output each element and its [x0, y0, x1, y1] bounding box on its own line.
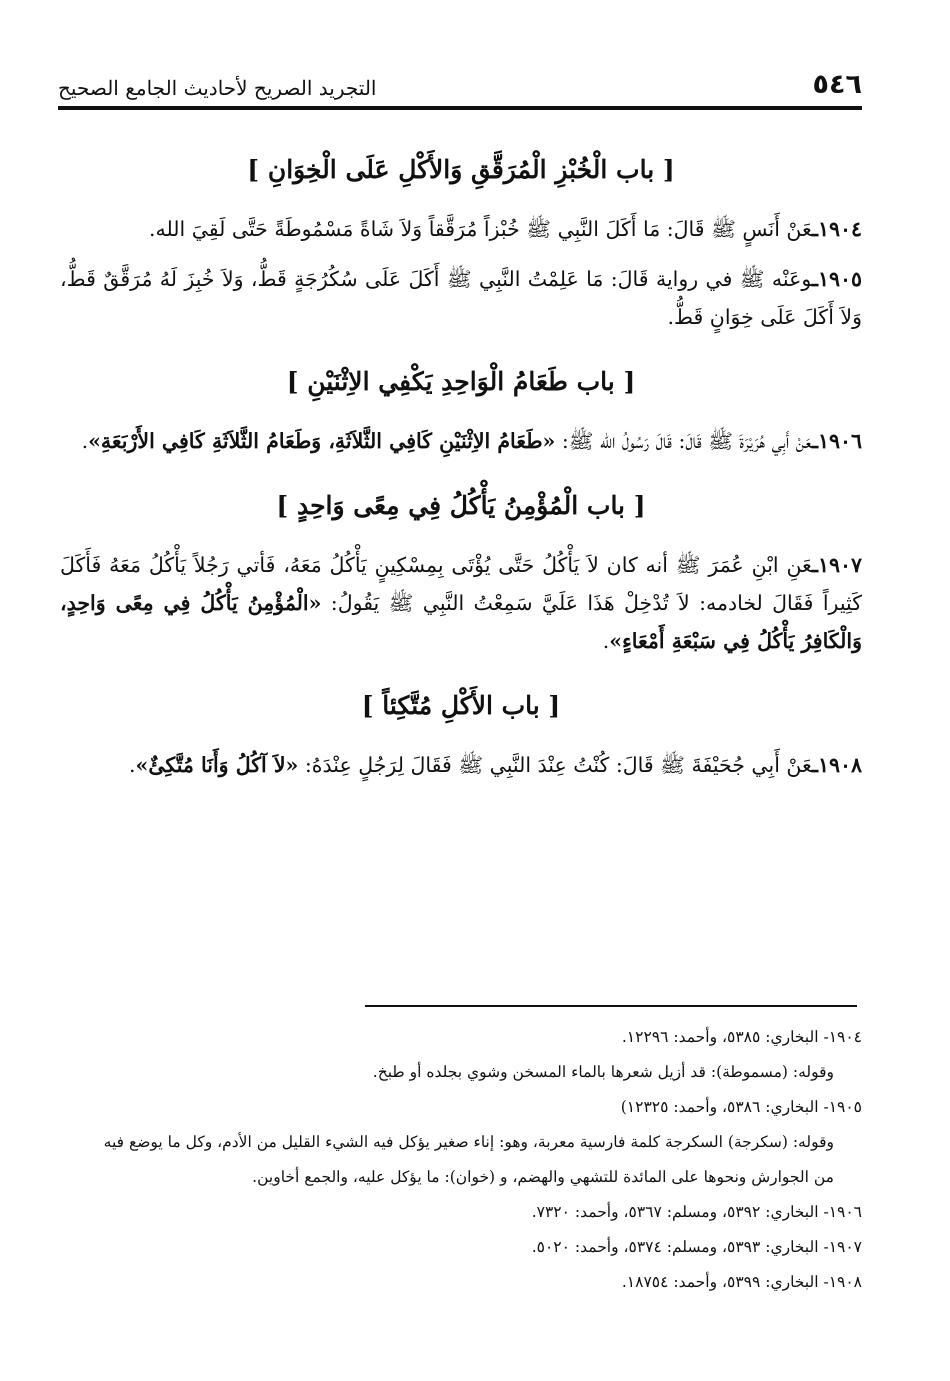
prophetic-quote: «طَعَامُ الاِثْنَيْنِ كَافِي الثَّلاَثَةِ، وَطَعَامُ الثَّلاَثَةِ كَافِي الأَرْبَعَةِ»: [88, 429, 556, 453]
hadith-paragraph: [60, 746, 862, 784]
book-title: التجريد الصريح لأحاديث الجامع الصحيح: [58, 76, 377, 100]
hadith-text: عَنِ ابْنِ عُمَرَ ﷺ أنه كان لاَ يَأْكُلُ حَتَّى يُؤْتَى بِمِسْكِينٍ يَأْكُلُ مَعَهُ، فَأتي رَجُلاً يَأْكُلُ مَعَهُ فَأَكَلَ كَثِيراً فَقَالَ لخادمه: لاَ تُدْخِلْ هَذَا عَلَيَّ سَمِعْتُ النَّبِي ﷺ يَقُولُ:: [60, 553, 862, 615]
hadith-paragraph: [60, 210, 862, 248]
footnote-explanation: وقوله: (سكرجة) السكرجة كلمة فارسية معربة، وهو: إناء صغير يؤكل فيه الشيء القليل من الأدم، وكل ما يوضع فيه من الجوارش ونحوها على المائدة للتشهي والهضم، و (خوان): ما يؤكل عليه، والجمع أخاوين.: [103, 1133, 834, 1186]
hadith-number: ١٩٠٥ـ: [811, 267, 862, 291]
hadith-text: عَنْ أَبِي جُحَيْفَةَ ﷺ قَالَ: كُنْتُ عِنْدَ النَّبِي ﷺ فَقَالَ لِرَجُلٍ عِنْدَهُ:: [304, 753, 812, 777]
hadith-number: ١٩٠٨ـ: [811, 753, 862, 777]
footnote-reference: ١٩٠٨- البخاري: ٥٣٩٩، وأحمد: ١٨٧٥٤.: [621, 1273, 862, 1291]
hadith-end: .: [81, 429, 89, 453]
chapter-heading: [ باب طَعَامُ الْوَاحِدِ يَكْفِي الاِثْنَيْنِ ]: [286, 367, 636, 396]
hadith-text: عَنْ أَنَسٍ ﷺ قَالَ: مَا أَكَلَ النَّبِي ﷺ خُبْزاً مُرَقَّقاً وَلاَ شَاةً مَسْمُوطَةً حَتَّى لَقِيَ الله.: [148, 217, 812, 241]
prophetic-quote: «لاَ آكُلُ وَأَنَا مُتَّكِئٌ»: [135, 753, 299, 777]
footnotes: [88, 1020, 862, 1300]
prophetic-quote: «الْمُؤْمِنُ يَأْكُلُ فِي مِعًى وَاحِدٍ، وَالْكَافِرُ يَأْكُلُ فِي سَبْعَةِ أَمْعَاءٍ»: [60, 591, 862, 653]
footnote-reference: ١٩٠٤- البخاري: ٥٣٨٥، وأحمد: ١٢٢٩٦.: [621, 1028, 862, 1046]
hadith-text: وعَنْه ﷺ في رواية قَالَ: مَا عَلِمْتُ النَّبِي ﷺ أَكَلَ عَلَى سُكُرُجَةٍ قَطُّ، وَلاَ خُبِزَ لَهُ مُرَقَّقٌ قَطُّ، وَلاَ أَكَلَ عَلَى خِوَانٍ قَطُّ.: [60, 267, 862, 329]
hadith-paragraph: [60, 260, 862, 336]
chapter-heading: [ باب الْمُؤْمِنُ يَأْكُلُ فِي مِعًى وَاحِدٍ ]: [276, 491, 646, 520]
footnote-reference: ١٩٠٦- البخاري: ٥٣٩٢، ومسلم: ٥٣٦٧، وأحمد: ٧٣٢٠.: [531, 1203, 862, 1221]
chapter-heading: [ باب الْخُبْزِ الْمُرَقَّقِ وَالأَكْلِ عَلَى الْخِوَانِ ]: [247, 155, 675, 184]
hadith-number: ١٩٠٤ـ: [811, 217, 862, 241]
footnote-reference: ١٩٠٥- البخاري: ٥٣٨٦، وأحمد: ١٢٣٢٥): [620, 1098, 862, 1116]
hadith-number: ١٩٠٦ـ: [811, 429, 862, 453]
main-text: [60, 150, 862, 784]
hadith-number: ١٩٠٧ـ: [811, 553, 862, 577]
running-header: [58, 60, 862, 110]
footnote-reference: ١٩٠٧- البخاري: ٥٣٩٣، ومسلم: ٥٣٧٤، وأحمد: ٥٠٢٠.: [531, 1238, 862, 1256]
hadith-text: عَنْ أَبِي هُرَيْرَةَ ﷺ قَالَ: قَالَ رَسُولُ الله ﷺ:: [561, 429, 812, 453]
hadith-paragraph: [60, 422, 862, 460]
hadith-end: .: [128, 753, 136, 777]
page-number: ٥٤٦: [812, 69, 862, 100]
hadith-paragraph: [60, 546, 862, 660]
hadith-end: .: [602, 629, 610, 653]
footnote-divider: [365, 1005, 857, 1007]
chapter-heading: [ باب الأَكْلِ مُتَّكِئاً ]: [361, 691, 561, 720]
footnote-explanation: وقوله: (مسموطة): قد أزيل شعرها بالماء المسخن وشوي بجلده أو طبخ.: [372, 1063, 834, 1081]
